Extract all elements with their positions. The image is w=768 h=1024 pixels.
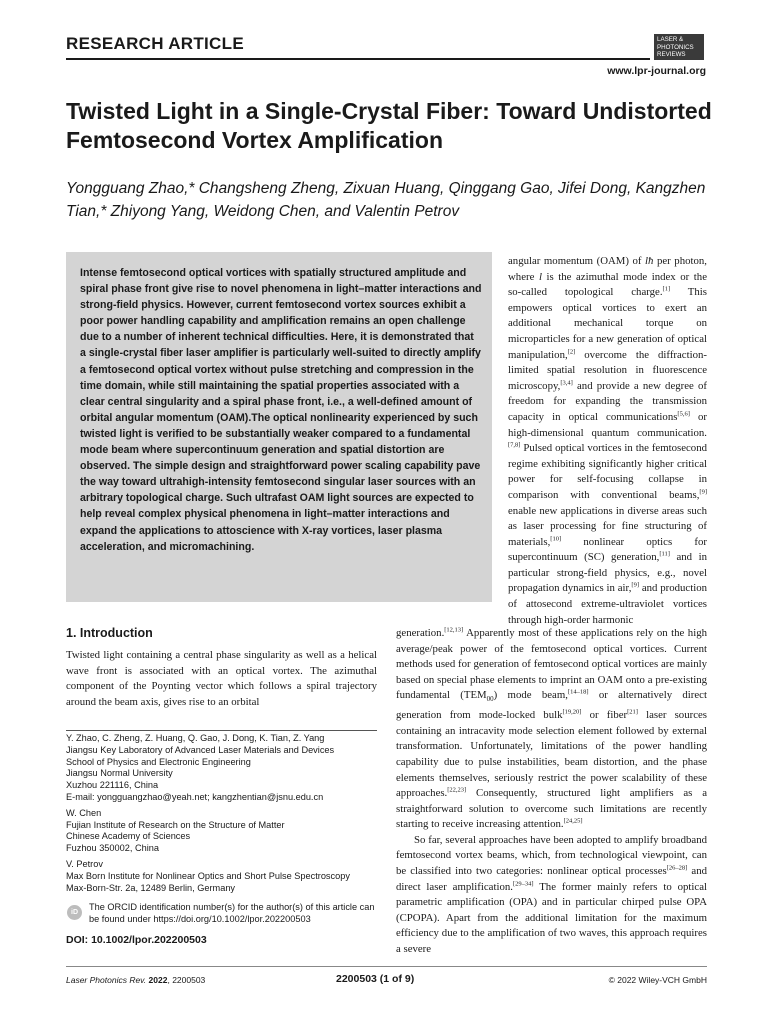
abstract-box: Intense femtosecond optical vortices with spatially structured amplitude and spiral phase front give rise to novel phenomena in light–matter interactions and strong-field physics. However, current femtosecond vortex sources exhibit a poor power handling capability and amplification remains an open challenge due to a number of inherent technical difficulties. Here, it is demonstrated that a single-crystal fiber laser amplifier is particularly well-suited to directly amplify a femtosecond optical vortex without pulse stretching and compression in the time domain, while still maintaining the spatial properties associated with a clear central singularity and a spiral phase front, i.e., a well-defined amount of orbital angular momentum (OAM).The optical nonlinearity experienced by such twisted light is verified to be substantially weaker compared to a fundamental mode beam where supercontinuum generation and spatial distortion are observed. The simple design and straightforward power scaling capability pave the way toward ultrahigh-intensity femtosecond singular laser sources with an arbitrary topological charge. Such ultrafast OAM light sources are expected to help reveal complex physical phenomena in light–matter interactions and expand the applications to attoscience with X-ray vortices, laser plasma acceleration, and micromachining. [66,252,492,602]
affiliation-rule [66,730,377,731]
affiliation-line: Fujian Institute of Research on the Structure of Matter [66,819,285,830]
paragraph: So far, several approaches have been adopted to amplify broadband femtosecond vortex beams, which, from technological viewpoint, can be classified into two categories: nonlinear optical processes[26–28] and direct laser amplification.[29–34] The former mainly refers to optical parametric amplification (OPA) and in particular chirped pulse OPA (CPOPA). Apart from the additional limitation for the maximum efficiency due to the amplification of two waves, this approach requires a severe [396,833,708,956]
citation-ref[interactable]: [19,20] [562,708,582,716]
affiliation-line: V. Petrov [66,858,103,869]
intro-paragraph: Twisted light containing a central phase singularity as well as a helical wave front is associated with an optical vortex. The azimuthal component of the Poynting vector which follows a spiral trajectory around the beam axis, gives rise to an orbital [66,649,377,708]
affiliation-line: Xuzhou 221116, China [66,780,159,791]
affiliation-line: Y. Zhao, C. Zheng, Z. Huang, Q. Gao, J. Dong, K. Tian, Z. Yang [66,733,325,743]
article-title: Twisted Light in a Single-Crystal Fiber: Toward Undistorted Femtosecond Vortex Amplification [66,98,712,153]
affiliation-line: W. Chen [66,807,102,818]
citation-ref[interactable]: [10] [550,535,562,543]
author-email[interactable]: E-mail: yongguangzhao@yeah.net; kangzhentian@jsnu.edu.cn [66,791,324,802]
page-number: 2200503 (1 of 9) [336,973,415,985]
affiliation-line: Max-Born-Str. 2a, 12489 Berlin, Germany [66,882,236,893]
footer-rule [66,966,707,967]
doi-link[interactable]: DOI: 10.1002/lpor.202200503 [66,934,207,946]
affiliation-line: Jiangsu Key Laboratory of Advanced Laser Materials and Devices [66,744,335,755]
header-rule [66,58,650,60]
affiliation-line: School of Physics and Electronic Engineering [66,756,251,767]
orcid-note: The ORCID identification number(s) for the author(s) of this article can be found under https://doi.org/10.1002/lpor.202200503 [89,902,375,924]
affiliations-block [66,733,384,894]
right-column-top-text: angular momentum (OAM) of lħ per photon, where l is the azimuthal mode index or the so-called topological charge.[1] This empowers optical vortices to exert an additional mechanical torque on microparticles for a new generation of optical manipulation,[2] overcome the diffraction-limited spatial resolution in fluorescence microscopy,[3,4] and provide a new degree of freedom for expanding the transmission capacity in optical communications[5,6] or high-dimensional quantum communication.[7,8] Pulsed optical vortices in the femtosecond regime exhibiting significantly higher critical power for self-focusing collapse in comparison with conventional beams,[9] enable new applications in diverse areas such as laser processing for fine structuring of materials,[10] nonlinear optics for supercontinuum (SC) generation,[11] and in particular strong-field physics, e.g., novel propagation dynamics in air,[9] and production of attosecond extreme-ultraviolet vortices through high-order harmonic [508,255,708,626]
copyright: © 2022 Wiley-VCH GmbH [608,975,707,985]
journal-logo: LASER & PHOTONICS REVIEWS [654,34,704,60]
citation-ref[interactable]: [29–34] [512,880,534,888]
affiliation-line: Max Born Institute for Nonlinear Optics and Short Pulse Spectroscopy [66,870,350,881]
section-label: RESEARCH ARTICLE [66,34,244,53]
citation-ref[interactable]: [3,4] [560,379,573,387]
footer-citation: Laser Photonics Rev. 2022, 2200503 [66,975,206,985]
affiliation-line: Fuzhou 350002, China [66,843,159,854]
citation-ref[interactable]: [24,25] [563,817,583,825]
citation-ref[interactable]: [11] [659,550,670,558]
affiliation-line: Chinese Academy of Sciences [66,831,191,842]
citation-ref[interactable]: [5,6] [677,410,690,418]
journal-url-link[interactable]: www.lpr-journal.org [607,65,706,77]
author-list: Yongguang Zhao,* Changsheng Zheng, Zixuan Huang, Qinggang Gao, Jifei Dong, Kangzhen Tian,* Zhiyong Yang, Weidong Chen, and Valentin Petrov [66,180,706,220]
citation-ref[interactable]: [1] [662,285,671,293]
citation-ref[interactable]: [14–18] [567,688,589,696]
citation-ref[interactable]: [26–28] [666,864,688,872]
citation-ref[interactable]: [21] [627,708,638,716]
citation-ref[interactable]: [2] [567,347,576,355]
right-column-main-text [396,626,707,958]
citation-ref[interactable]: [12,13] [444,626,464,634]
citation-ref[interactable]: [9] [699,488,707,496]
affiliation-line: Jiangsu Normal University [66,768,173,779]
orcid-icon[interactable]: iD [67,905,82,920]
section-heading-introduction: 1. Introduction [66,626,153,640]
citation-ref[interactable]: [9] [631,581,640,589]
citation-ref[interactable]: [7,8] [508,441,521,449]
citation-ref[interactable]: [22,23] [447,786,467,794]
paragraph: generation.[12,13] Apparently most of these applications rely on the high average/peak power of the femtosecond optical vortices. Current methods used for generation of femtosecond optical vortices are mainly based on special phase elements to imprint an OAM onto a pre-existing fundamental $(TEM_{00})$ mode beam,[14–18] or alternatively direct generation from mode-locked bulk[19,20] or fiber[21] laser sources containing an intracavity mode selection element followed by external transformation. Unfortunately, limitations of the power handling capability due to pulse instabilities, beam distortion, and the phase elements themselves, seriously restrict the power scalability of these approaches.[22,23] Consequently, structured light amplifiers as a straightforward solution to overcome such limitations are recently starting to receive increasing attention.[24,25] [396,626,707,831]
